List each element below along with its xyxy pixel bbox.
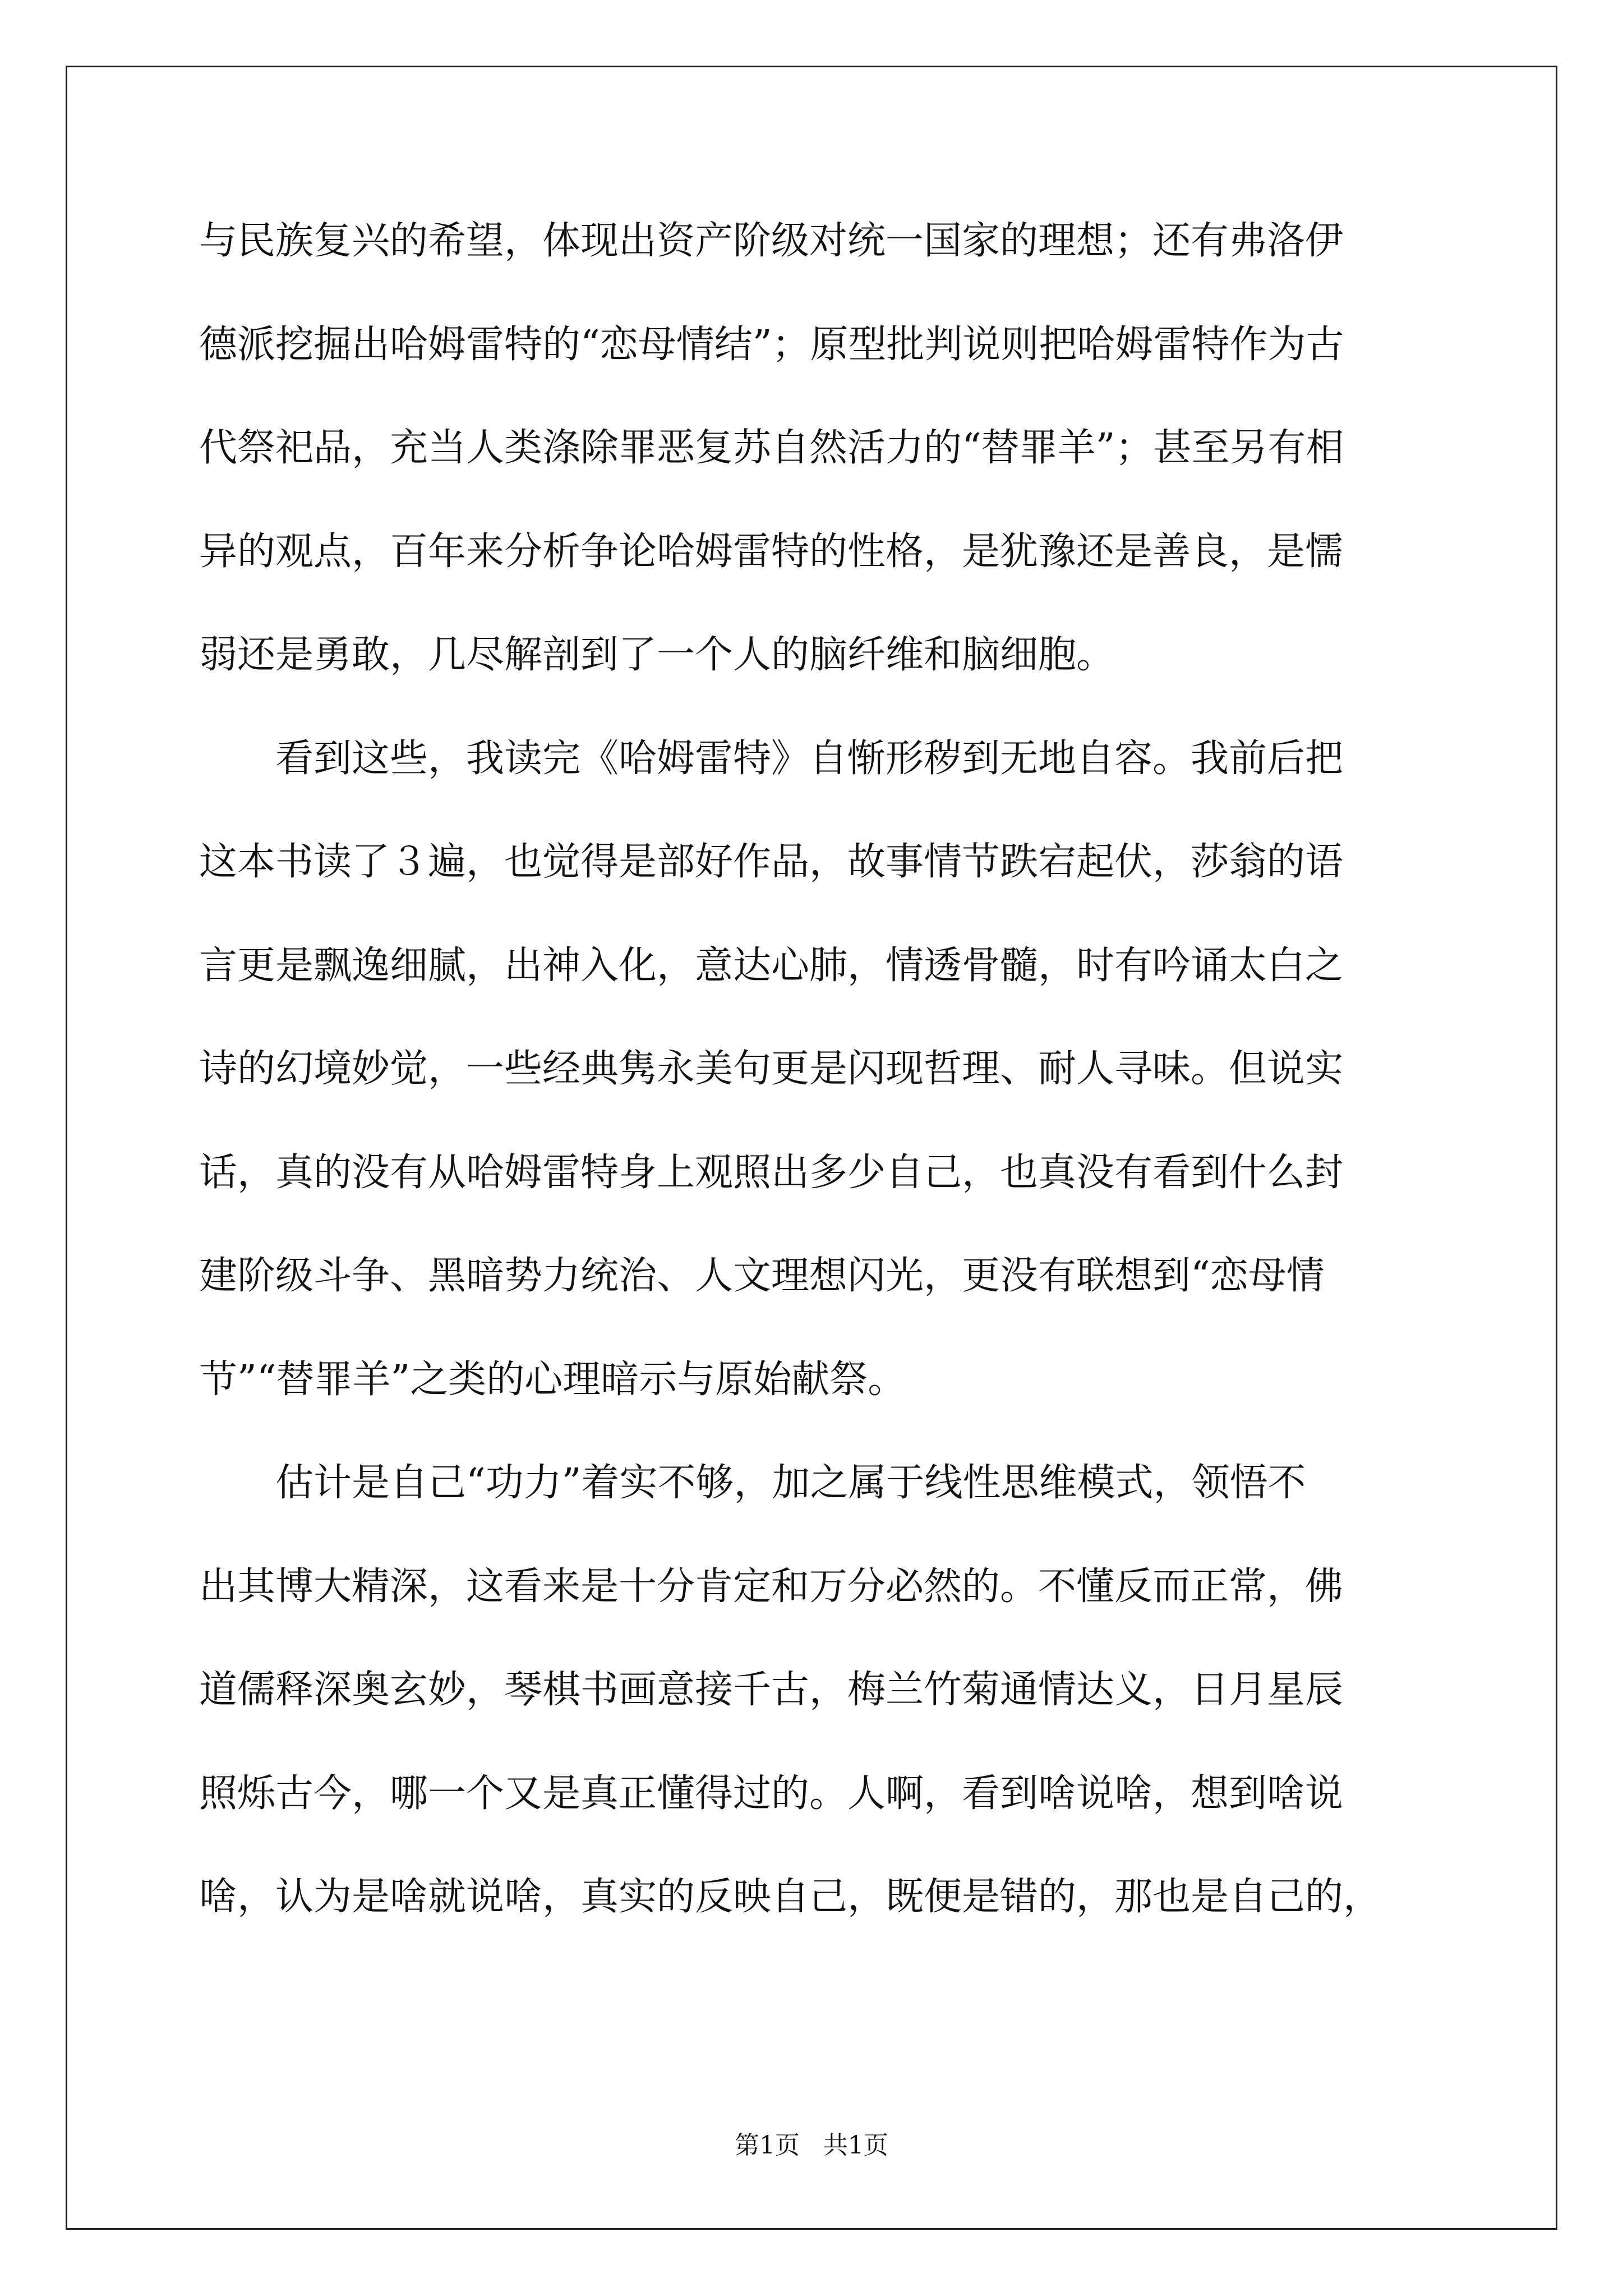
document-body	[199, 213, 1422, 1973]
text-line: 道儒释深奥玄妙，琴棋书画意接千古，梅兰竹菊通情达义，日月星辰	[199, 1668, 1344, 1712]
text-line: 诗的幻境妙觉，一些经典隽永美句更是闪现哲理、耐人寻味。但说实	[199, 1047, 1344, 1091]
text-line: 估计是自己“功力”着实不够，加之属于线性思维模式，领悟不	[199, 1461, 1306, 1505]
text-line: 言更是飘逸细腻，出神入化，意达心肺，情透骨髓，时有吟诵太白之	[199, 943, 1344, 988]
text-line: 异的观点，百年来分析争论哈姆雷特的性格，是犹豫还是善良，是懦	[199, 529, 1344, 574]
text-line: 看到这些，我读完《哈姆雷特》自惭形秽到无地自容。我前后把	[199, 736, 1344, 781]
text-line: 与民族复兴的希望，体现出资产阶级对统一国家的理想；还有弗洛伊	[199, 219, 1344, 263]
text-line: 照烁古今，哪一个又是真正懂得过的。人啊，看到啥说啥，想到啥说	[199, 1771, 1344, 1816]
text-line: 弱还是勇敢，几尽解剖到了一个人的脑纤维和脑细胞。	[199, 633, 1115, 677]
paragraph-1	[199, 213, 1422, 731]
text-line: 代祭祀品，充当人类涤除罪恶复苏自然活力的“替罪羊”；甚至另有相	[199, 426, 1344, 470]
text-line: 出其博大精深，这看来是十分肯定和万分必然的。不懂反而正常，佛	[199, 1564, 1344, 1609]
paragraph-2	[199, 731, 1422, 1456]
page-number: 第1页	[735, 2131, 800, 2160]
text-line: 啥，认为是啥就说啥，真实的反映自己，既便是错的，那也是自己的，	[199, 1875, 1382, 1919]
paragraph-3	[199, 1455, 1422, 1973]
text-line: 话，真的没有从哈姆雷特身上观照出多少自己，也真没有看到什么封	[199, 1150, 1344, 1195]
text-line: 节”“替罪羊”之类的心理暗示与原始献祭。	[199, 1357, 906, 1402]
text-line: 这本书读了３遍，也觉得是部好作品，故事情节跌宕起伏，莎翁的语	[199, 840, 1344, 884]
text-line: 德派挖掘出哈姆雷特的“恋母情结”；原型批判说则把哈姆雷特作为古	[199, 322, 1344, 367]
page-footer	[0, 2129, 1623, 2162]
text-line: 建阶级斗争、黑暗势力统治、人文理想闪光，更没有联想到“恋母情	[199, 1254, 1325, 1298]
page-total: 共1页	[823, 2131, 888, 2160]
